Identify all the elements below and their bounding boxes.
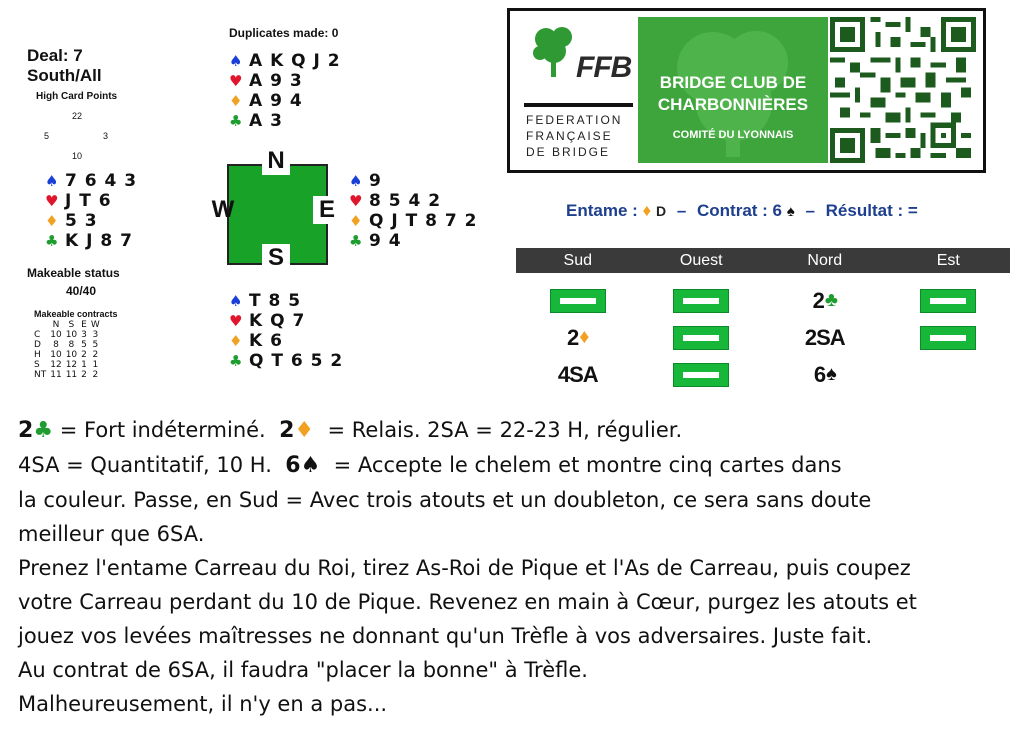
spade-icon: ♠ <box>826 363 836 385</box>
table-cell: 5 <box>92 340 99 350</box>
commentary-line: 4SA = Quantitatif, 10 H. 6♠ = Accepte le chelem et montre cinq cartes dans <box>18 453 842 478</box>
bid-north-2: 2SA <box>804 324 845 350</box>
south-spades: T 8 5 <box>249 291 302 311</box>
west-diamonds: 5 3 <box>65 211 98 231</box>
club-banner <box>507 8 986 173</box>
bid-south-3: 4SA <box>557 361 598 387</box>
hcp-title: High Card Points <box>36 91 118 102</box>
bid-north-1: 2 ♣ <box>812 287 837 313</box>
table-cell: S <box>34 360 40 370</box>
table-cell: C <box>34 330 41 340</box>
club-icon: ♣ <box>824 289 837 311</box>
bidding-header-east: Est <box>936 252 960 269</box>
commentary-line: votre Carreau perdant du 10 de Pique. Revenez en main à Cœur, purgez les atouts et <box>18 590 917 614</box>
table-cell: 8 <box>68 340 75 350</box>
bidding-row <box>516 319 1010 356</box>
bid-north-3: 6 ♠ <box>813 361 836 387</box>
diamond-icon: ♦ <box>45 212 60 230</box>
diamond-icon: ♦ <box>579 326 589 348</box>
table-cell: 10 <box>65 330 78 340</box>
diamond-icon: ♦ <box>294 418 315 443</box>
diamond-icon: ♦ <box>349 212 364 230</box>
spade-icon: ♠ <box>229 52 244 70</box>
table-cell: 10 <box>50 350 62 360</box>
deal-commentary <box>18 413 1013 721</box>
heart-icon: ♥ <box>229 72 244 90</box>
qr-code-icon <box>830 17 976 163</box>
west-hand <box>45 171 137 251</box>
commentary-line: la couleur. Passe, en Sud = Avec trois atouts et un doubleton, ce sera sans doute <box>18 488 872 512</box>
tree-icon <box>532 25 576 77</box>
club-icon: ♣ <box>229 112 244 130</box>
south-hearts: K Q 7 <box>249 311 306 331</box>
heart-icon: ♥ <box>229 312 244 330</box>
south-diamonds: K 6 <box>249 331 283 351</box>
table-cell: 1 <box>81 360 87 370</box>
diamond-icon: ♦ <box>642 201 652 220</box>
east-diamonds: Q J T 8 7 2 <box>369 211 478 231</box>
makeable-contracts-table <box>34 320 102 380</box>
bidding-sequence <box>516 282 1010 393</box>
bidding-header <box>516 248 1010 273</box>
pass-card-icon <box>673 363 729 387</box>
ffb-line-2: FRANÇAISE <box>526 129 613 143</box>
bidding-row <box>516 282 1010 319</box>
east-hearts: 8 5 4 2 <box>369 191 442 211</box>
table-header: E <box>81 320 87 330</box>
table-cell: H <box>34 350 41 360</box>
bidding-header-north: Nord <box>807 252 843 269</box>
spade-icon: ♠ <box>300 453 321 478</box>
pass-card-icon <box>920 289 976 313</box>
west-spades: 7 6 4 3 <box>65 171 138 191</box>
table-row <box>34 330 102 340</box>
east-spades: 9 <box>369 171 382 191</box>
lead-card: D <box>655 203 667 219</box>
table-cell: 3 <box>81 330 87 340</box>
contract-label: Contrat : 6 <box>697 201 783 220</box>
bidding-header-west: Ouest <box>679 252 723 269</box>
compass-east: E <box>313 196 341 224</box>
south-clubs: Q T 6 5 2 <box>249 351 344 371</box>
makeable-status-value: 40/40 <box>66 284 97 298</box>
result-label: Résultat : = <box>825 201 918 220</box>
ffb-line-3: DE BRIDGE <box>526 145 611 159</box>
bidding-row <box>516 356 1010 393</box>
lead-label: Entame : <box>566 201 638 220</box>
table-cell: 2 <box>81 370 87 380</box>
diamond-icon: ♦ <box>229 332 244 350</box>
ffb-wordmark: FFB <box>576 51 632 84</box>
spade-icon: ♠ <box>229 292 244 310</box>
hcp-west: 5 <box>44 131 50 141</box>
table-header <box>34 320 48 330</box>
club-title-line-2: CHARBONNIÈRES <box>657 95 809 114</box>
table-cell: 10 <box>65 350 78 360</box>
table-cell: 8 <box>53 340 59 350</box>
north-diamonds: A 9 4 <box>249 91 303 111</box>
table-header-row <box>34 320 102 330</box>
table-cell: 11 <box>65 370 78 380</box>
heart-icon: ♥ <box>349 192 364 210</box>
pass-card-icon <box>550 289 606 313</box>
table-cell: 12 <box>65 360 78 370</box>
spade-icon: ♠ <box>45 172 60 190</box>
club-subtitle: COMITÉ DU LYONNAIS <box>672 129 794 141</box>
ffb-logo <box>522 17 637 163</box>
north-hand <box>229 51 341 131</box>
diamond-icon: ♦ <box>229 92 244 110</box>
bidding-header-south: Sud <box>563 252 592 269</box>
hcp-south: 10 <box>72 151 83 161</box>
commentary-line: Prenez l'entame Carreau du Roi, tirez As-Roi de Pique et l'As de Carreau, puis coupez <box>18 556 911 580</box>
pass-card-icon <box>673 289 729 313</box>
club-icon: ♣ <box>33 418 54 443</box>
table-header: N <box>52 320 60 330</box>
table-cell: 11 <box>50 370 62 380</box>
table-row <box>34 340 102 350</box>
deal-number: Deal: 7 South/All <box>27 46 102 85</box>
compass-north: N <box>262 147 290 175</box>
commentary-line: jouez vos levées maîtresses ne donnant qu'un Trèfle à vos adversaires. Juste fait. <box>18 624 873 648</box>
club-icon: ♣ <box>45 232 60 250</box>
spade-icon: ♠ <box>349 172 364 190</box>
table-cell: 3 <box>92 330 99 340</box>
west-clubs: K J 8 7 <box>65 231 133 251</box>
compass-south: S <box>262 244 290 272</box>
makeable-contracts-title: Makeable contracts <box>34 309 118 319</box>
commentary-line: Malheureusement, il n'y en a pas... <box>18 692 388 716</box>
table-header: S <box>68 320 75 330</box>
bid-south-2: 2 ♦ <box>567 324 589 350</box>
table-cell: 2 <box>81 350 87 360</box>
pass-card-icon <box>920 326 976 350</box>
commentary-line: Au contrat de 6SA, il faudra "placer la bonne" à Trèfle. <box>18 658 588 682</box>
table-row <box>34 370 102 380</box>
spade-icon: ♠ <box>786 203 795 220</box>
makeable-status-title: Makeable status <box>27 266 120 280</box>
table-cell: 5 <box>81 340 87 350</box>
commentary-line: meilleur que 6SA. <box>18 522 205 546</box>
east-clubs: 9 4 <box>369 231 402 251</box>
compass-west: W <box>211 196 235 223</box>
south-hand <box>229 291 343 371</box>
pass-card-icon <box>673 326 729 350</box>
club-name-panel <box>638 17 828 163</box>
dealer-vulnerability: South/All <box>27 66 102 85</box>
club-icon: ♣ <box>229 352 244 370</box>
north-clubs: A 3 <box>249 111 283 131</box>
deal-result-line: Entame : ♦ D – Contrat : 6 ♠ – Résultat : = <box>566 201 918 220</box>
table-cell: 12 <box>50 360 62 370</box>
table-cell: D <box>34 340 41 350</box>
west-hearts: J T 6 <box>65 191 112 211</box>
table-cell: 2 <box>92 350 99 360</box>
table-row <box>34 350 102 360</box>
north-spades: A K Q J 2 <box>249 51 341 71</box>
club-title-line-1: BRIDGE CLUB DE <box>659 73 807 92</box>
table-cell: 2 <box>92 370 99 380</box>
north-hearts: A 9 3 <box>249 71 303 91</box>
east-hand <box>349 171 477 251</box>
table-header: W <box>90 320 100 330</box>
hcp-east: 3 <box>103 131 109 141</box>
duplicates-made: Duplicates made: 0 <box>229 26 339 40</box>
heart-icon: ♥ <box>45 192 60 210</box>
ffb-divider <box>524 103 633 107</box>
hcp-north: 22 <box>72 111 83 121</box>
commentary-line: 2♣ = Fort indéterminé. 2♦ = Relais. 2SA = 22-23 H, régulier. <box>18 418 683 443</box>
table-cell: 10 <box>50 330 62 340</box>
table-cell: 1 <box>92 360 99 370</box>
table-row <box>34 360 102 370</box>
table-cell: NT <box>34 370 47 380</box>
club-icon: ♣ <box>349 232 364 250</box>
ffb-line-1: FEDERATION <box>526 113 623 127</box>
